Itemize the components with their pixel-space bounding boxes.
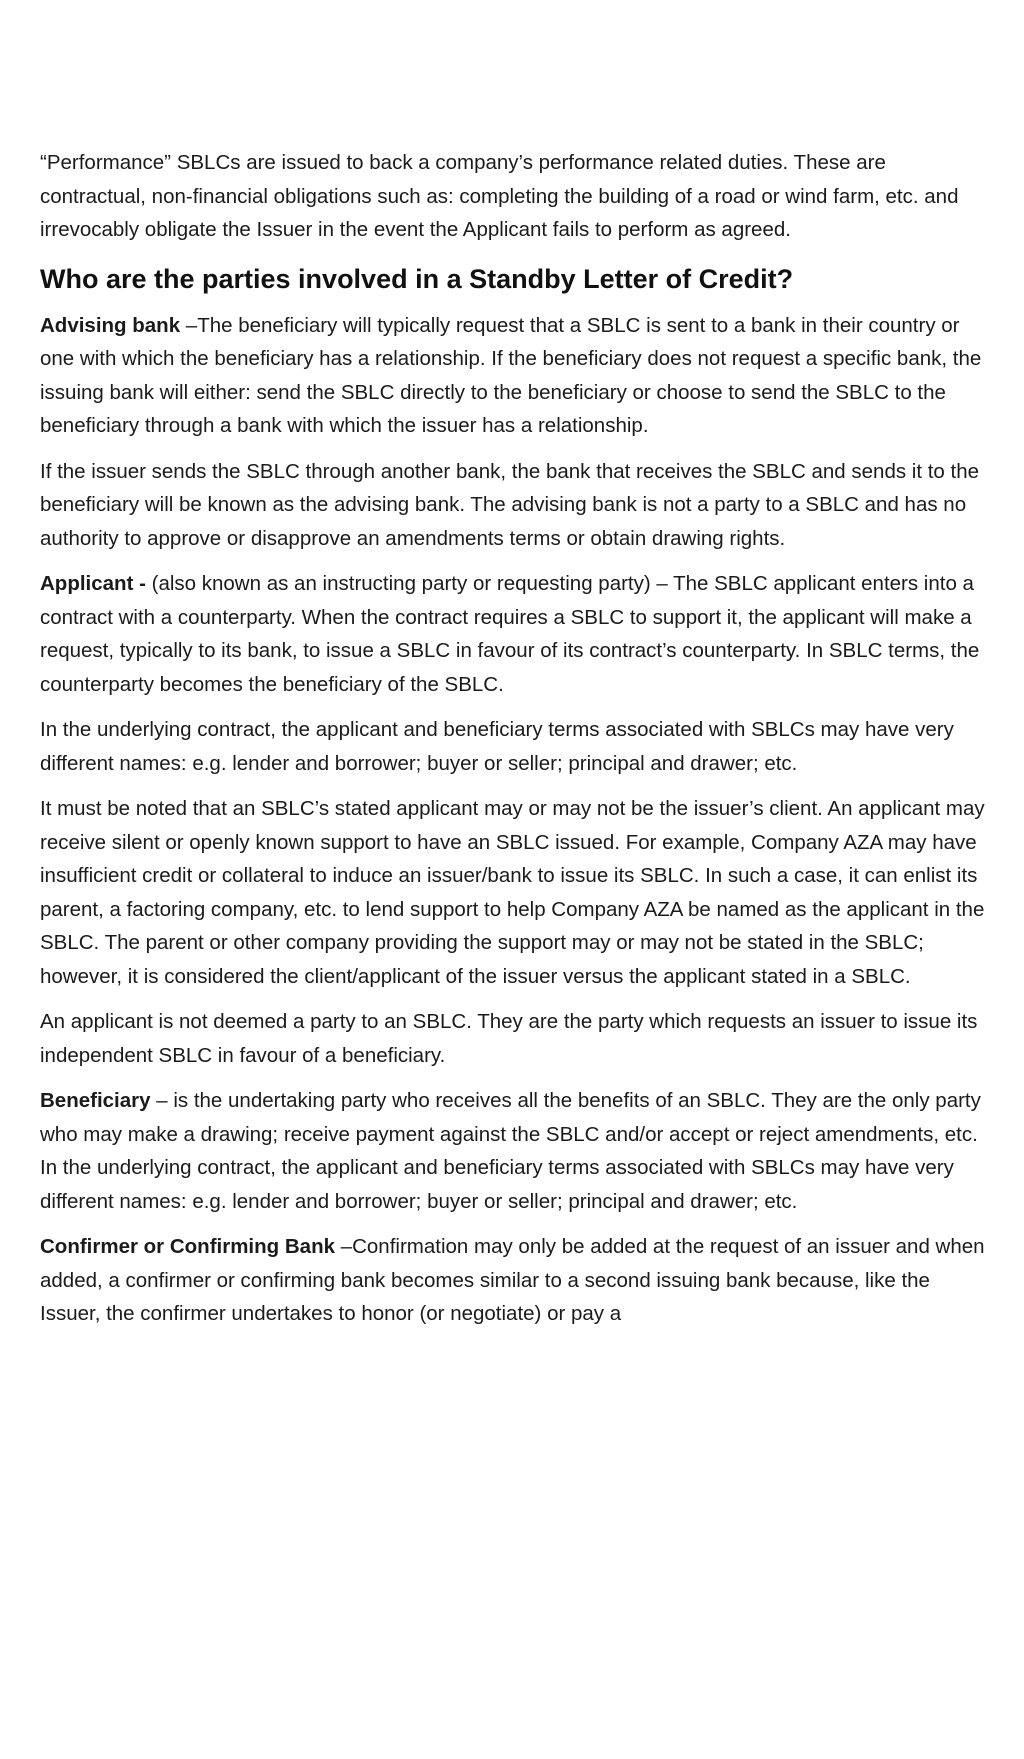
advising-bank-paragraph-2: If the issuer sends the SBLC through another bank, the bank that receives the SBLC and sends it to the beneficiary will be known as the advising bank. The advising bank is not a party to a SBLC and has no authority to approve or disapprove an amendments terms or obtain drawing rights.	[40, 459, 980, 550]
beneficiary-paragraph	[40, 1084, 990, 1218]
beneficiary-text: – is the undertaking party who receives all the benefits of an SBLC. They are the only party who may make a drawing; receive payment against the SBLC and/or accept or reject amendments, etc. In the underlying contract, the applicant and beneficiary terms associated with SBLCs may have very different names: e.g. lender and borrower; buyer or seller; principal and drawer; etc.	[40, 1089, 981, 1213]
confirmer-term: Confirmer or Confirming Bank	[40, 1235, 335, 1258]
advising-bank-term: Advising bank	[40, 313, 181, 337]
advising-bank-paragraph	[40, 309, 990, 443]
applicant-term: Applicant -	[40, 572, 146, 595]
confirmer-text: –Confirmation may only be added at the request of an issuer and when added, a confirmer or confirming bank becomes similar to a second issuing bank because, like the Issuer, the confirmer undertakes to honor (or negotiate) or pay a	[40, 1235, 985, 1325]
applicant-text: (also known as an instructing party or requesting party) – The SBLC applicant enters into a contract with a counterparty. When the contract requires a SBLC to support it, the applicant will make a request, typically to its bank, to issue a SBLC in favour of its contract’s counterparty. In SBLC terms, the counterparty becomes the beneficiary of the SBLC.	[40, 572, 980, 696]
advising-bank-text: –The beneficiary will typically request that a SBLC is sent to a bank in their country or one with which the beneficiary has a relationship. If the beneficiary does not request a specific bank, the issuing bank will either: send the SBLC directly to the beneficiary or choose to send the SBLC to the beneficiary through a bank with which the issuer has a relationship.	[40, 313, 982, 437]
applicant-paragraph	[40, 567, 990, 701]
applicant-paragraph-4: An applicant is not deemed a party to an SBLC. They are the party which requests an issuer to issue its independent SBLC in favour of a beneficiary.	[40, 1010, 978, 1067]
beneficiary-term: Beneficiary	[40, 1089, 151, 1112]
applicant-paragraph-2: In the underlying contract, the applicant and beneficiary terms associated with SBLCs may have very different names: e.g. lender and borrower; buyer or seller; principal and drawer; etc.	[40, 718, 954, 775]
applicant-paragraph-3: It must be noted that an SBLC’s stated applicant may or may not be the issuer’s client. An applicant may receive silent or openly known support to have an SBLC issued. For example, Company AZA may have insufficient credit or collateral to induce an issuer/bank to issue its SBLC. In such a case, it can enlist its parent, a factoring company, etc. to lend support to help Company AZA be named as the applicant in the SBLC. The parent or other company providing the support may or may not be stated in the SBLC; however, it is considered the client/applicant of the issuer versus the applicant stated in a SBLC.	[40, 797, 985, 988]
confirmer-paragraph	[40, 1230, 990, 1331]
document-page	[40, 146, 990, 1343]
intro-paragraph: “Performance” SBLCs are issued to back a company’s performance related duties. These are contractual, non-financial obligations such as: completing the building of a road or wind farm, etc. and irrevocably obligate the Issuer in the event the Applicant fails to perform as agreed.	[40, 151, 959, 241]
section-heading: Who are the parties involved in a Standby Letter of Credit?	[40, 263, 794, 294]
